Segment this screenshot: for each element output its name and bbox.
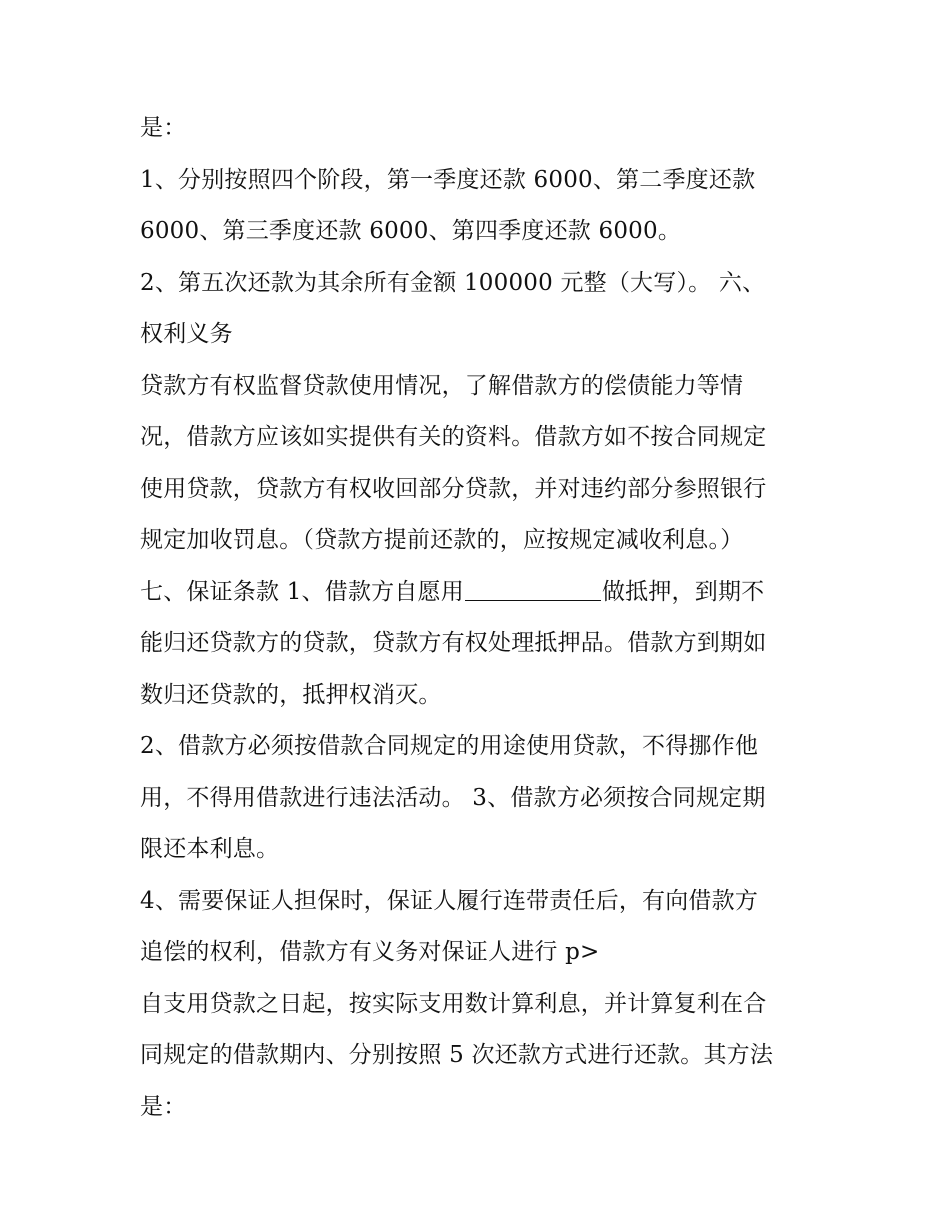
text-line: 能归还贷款方的贷款，贷款方有权处理抵押品。借款方到期如 — [140, 630, 767, 656]
text-line: 2、第五次还款为其余所有金额 100000 元整（大写）。 六、 — [140, 269, 766, 296]
text-line: 贷款方有权监督贷款使用情况，了解借款方的偿债能力等情 — [140, 372, 744, 399]
text-line: 同规定的借款期内、分别按照 5 次还款方式进行还款。其方法 — [140, 1042, 774, 1068]
contract-text — [140, 103, 820, 1133]
text-line: 1、分别按照四个阶段，第一季度还款 6000、第二季度还款 — [140, 166, 756, 193]
text-line: 用，不得用借款进行违法活动。 3、借款方必须按合同规定期 — [140, 784, 766, 811]
text-line: 数归还贷款的，抵押权消灭。 — [140, 681, 442, 708]
text-line: 6000、第三季度还款 6000、第四季度还款 6000。 — [140, 218, 682, 244]
text-line: 2、借款方必须按借款合同规定的用途使用贷款，不得挪作他 — [140, 733, 759, 759]
collateral-blank-field[interactable] — [465, 577, 601, 601]
text-after-blank: 做抵押，到期不 — [601, 578, 765, 605]
text-before-blank: 七、保证条款 1、借款方自愿用 — [140, 578, 464, 605]
text-line: 4、需要保证人担保时，保证人履行连带责任后，有向借款方 — [140, 887, 759, 914]
text-line: 是： — [140, 115, 187, 141]
text-line: 追偿的权利，借款方有义务对保证人进行 p> — [140, 939, 600, 965]
text-line: 权利义务 — [140, 321, 233, 347]
text-line-with-blank — [140, 567, 820, 619]
text-line: 使用贷款，贷款方有权收回部分贷款，并对违约部分参照银行 — [140, 475, 767, 502]
text-line: 限还本利息。 — [140, 836, 280, 862]
text-line: 况，借款方应该如实提供有关的资料。借款方如不按合同规定 — [140, 424, 767, 450]
text-line: 是： — [140, 1093, 187, 1120]
text-line: 规定加收罚息。（贷款方提前还款的，应按规定减收利息。） — [140, 527, 744, 553]
text-line: 自支用贷款之日起，按实际支用数计算利息，并计算复利在合 — [140, 990, 767, 1017]
